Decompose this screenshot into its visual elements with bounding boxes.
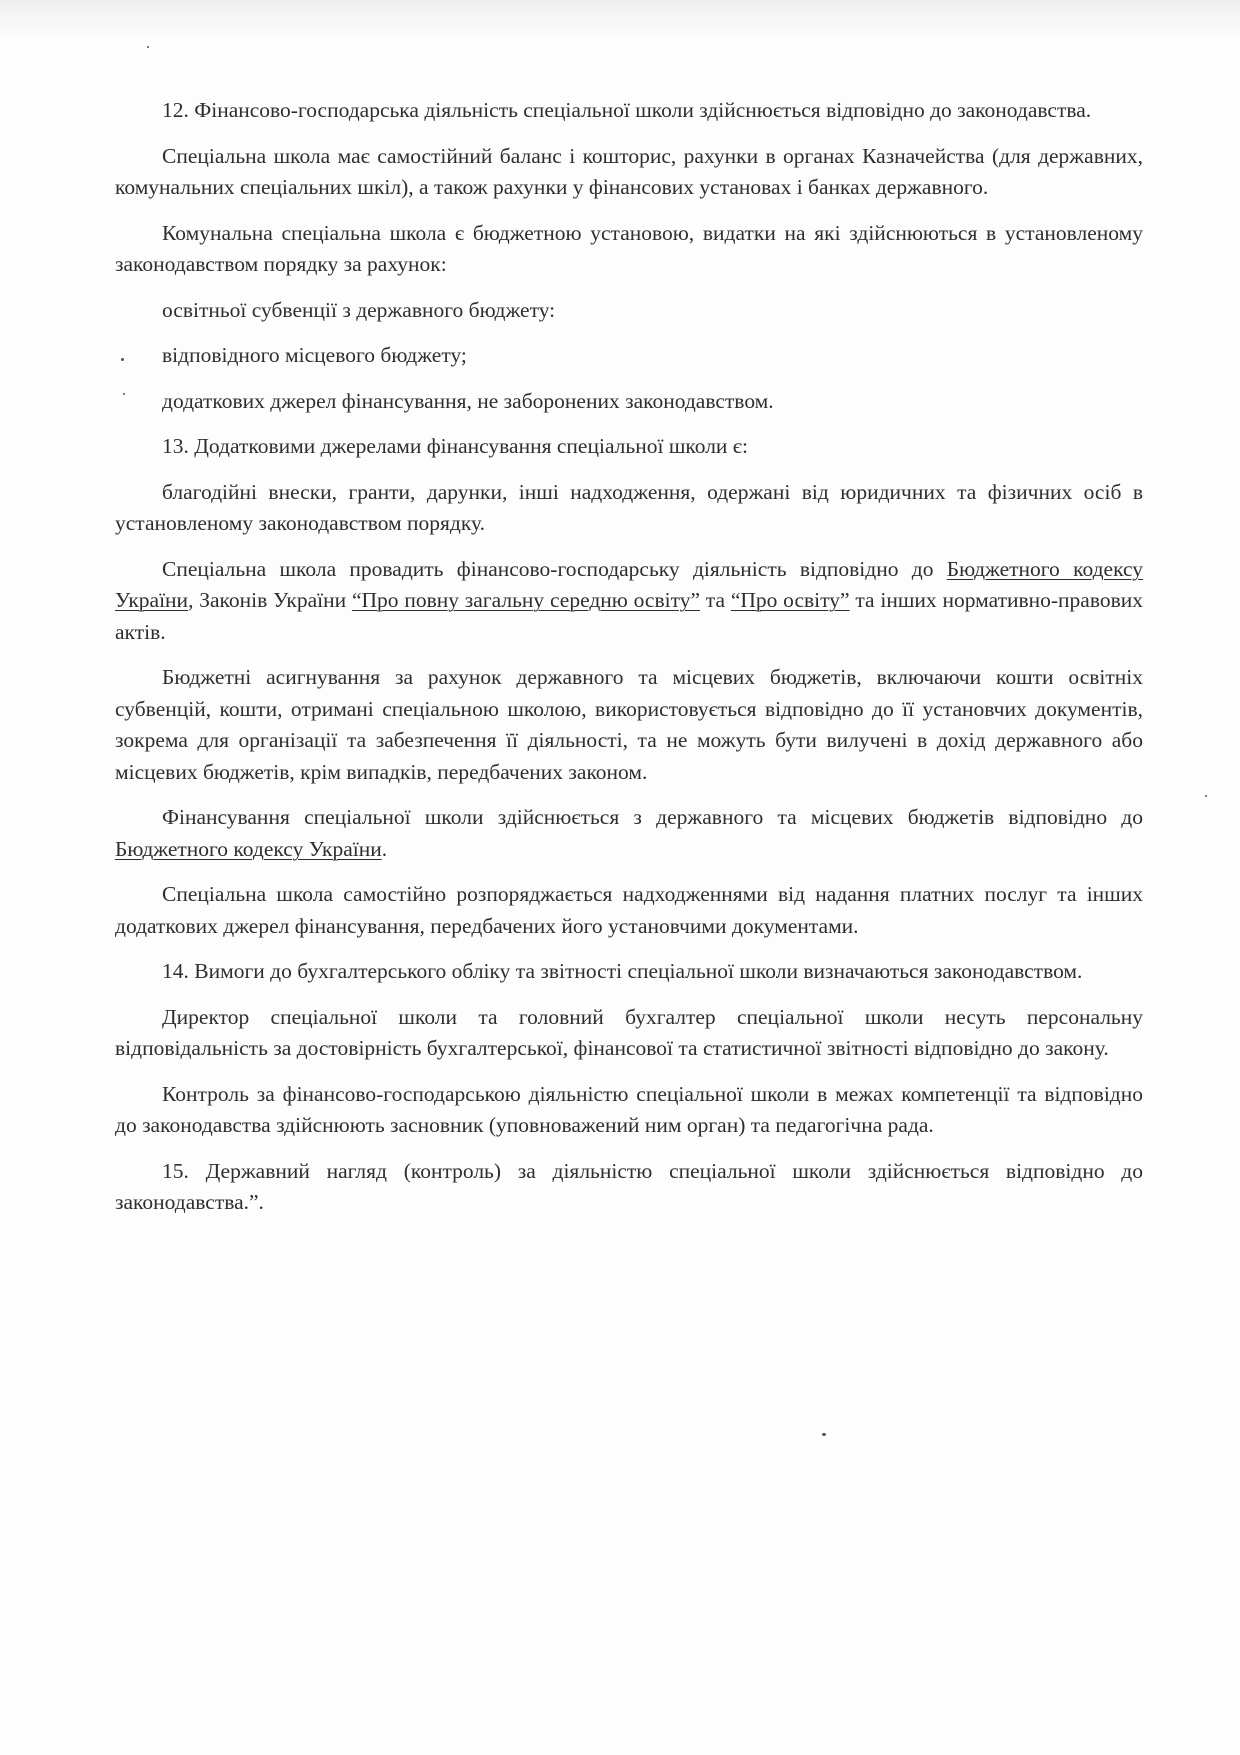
paragraph-12: 12. Фінансово-господарська діяльність спеціальної школи здійснюється відповідно до законодавства. — [162, 98, 1092, 122]
paragraph-14: 14. Вимоги до бухгалтерського обліку та звітності спеціальної школи визначаються законодавством. — [162, 959, 1083, 983]
scan-speck — [1205, 795, 1207, 797]
paragraph-budget-allocations: Бюджетні асигнування за рахунок державного та місцевих бюджетів, включаючи кошти освітніх субвенцій, кошти, отримані спеціальною школою, використовується відповідно до її установчих документів, зокрема для організації та забезпечення її діяльності, та не можуть бути вилучені в дохід державного або місцевих бюджетів, крім випадків, передбачених законом. — [115, 665, 1143, 784]
paragraph-communal-school: Комунальна спеціальна школа є бюджетною установою, видатки на які здійснюються в установленому законодавством порядку за рахунок: — [115, 220, 1143, 276]
list-item-local-budget: відповідного місцевого бюджету; — [162, 343, 467, 367]
paragraph-donations: благодійні внески, гранти, дарунки, інші надходження, одержані від юридичних та фізичних осіб в установленому законодавством порядку. — [115, 479, 1143, 535]
paragraph-15: 15. Державний нагляд (контроль) за діяльністю спеціальної школи здійснюється відповідно до законодавства.”. — [115, 1158, 1143, 1214]
scan-speck — [147, 46, 149, 48]
budget-code-link[interactable]: Бюджетного кодексу України — [115, 836, 382, 861]
paragraph-13: 13. Додатковими джерелами фінансування спеціальної школи є: — [162, 434, 749, 458]
text-segment: . — [381, 836, 388, 861]
paragraph-responsibility: Директор спеціальної школи та головний бухгалтер спеціальної школи несуть персональну відповідальність за достовірність бухгалтерської, фінансової та статистичної звітності відповідно до закону. — [115, 1004, 1143, 1060]
paragraph-balance: Спеціальна школа має самостійний баланс і кошторис, рахунки в органах Казначейства (для державних, комунальних спеціальних шкіл), а також рахунки у фінансових установах і банках державного. — [115, 143, 1143, 199]
scan-speck — [123, 393, 125, 395]
scan-shadow — [0, 0, 1240, 40]
secondary-education-law-link[interactable]: “Про повну загальну середню освіту” — [351, 588, 700, 612]
list-item-additional-sources: додаткових джерел фінансування, не заборонених законодавством. — [162, 388, 774, 413]
text-segment: Фінансування спеціальної школи здійснюється з державного та місцевих бюджетів відповідно до — [162, 805, 1143, 829]
paragraph-control: Контроль за фінансово-господарською діяльністю спеціальної школи в межах компетенції та відповідно до законодавства здійснюють засновник (уповноважений ним орган) та педагогічна рада. — [115, 1081, 1143, 1137]
text-segment: та інших нормативно-правових актів. — [115, 588, 1143, 644]
paragraph-activity-basis — [115, 554, 1143, 649]
text-segment: Спеціальна школа провадить фінансово-господарську діяльність відповідно до — [162, 556, 947, 581]
education-law-link[interactable]: “Про освіту” — [730, 588, 850, 612]
scan-speck — [822, 1433, 826, 1436]
paragraph-paid-services: Спеціальна школа самостійно розпоряджається надходженнями від надання платних послуг та інших додаткових джерел фінансування, передбачених його установчими документами. — [115, 882, 1143, 938]
paragraph-financing — [115, 802, 1143, 865]
text-segment: та — [700, 588, 731, 612]
list-item-subvention: освітньої субвенції з державного бюджету: — [162, 297, 556, 322]
text-segment: , Законів України — [188, 588, 352, 612]
scan-speck — [121, 358, 124, 361]
budget-code-link[interactable]: Бюджетного кодексу України — [115, 556, 1143, 612]
